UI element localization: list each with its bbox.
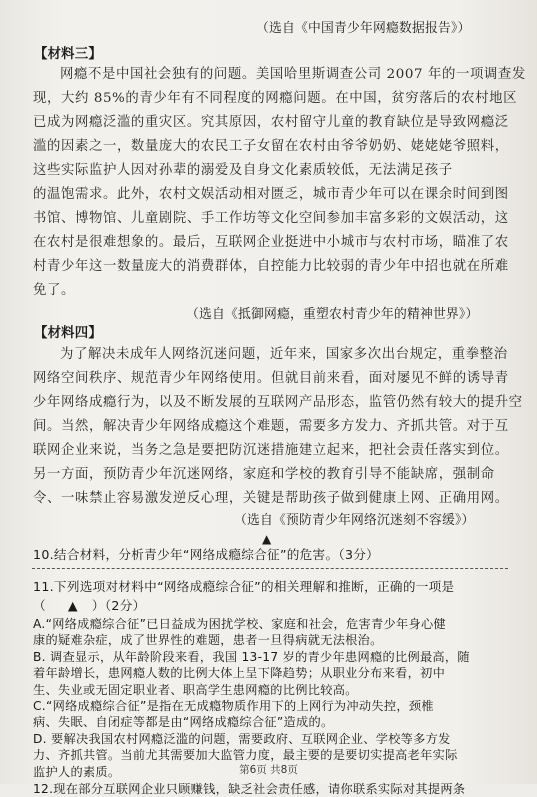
material4-heading: 【材料四】 (34, 326, 102, 341)
option-b-line-1: B. 调查显示，从年龄阶段来看，我国 13-17 岁的青少年患网瘾的比例最高，随 (33, 649, 470, 664)
top-source: （选自《中国青少年网瘾数据报告》） (256, 21, 471, 36)
question-10: 10.结合材料，分析青少年“网络成瘾综合征”的危害。（3分） (33, 547, 380, 562)
question-12: 12.现在部分互联网企业只顾赚钱，缺乏社会责任感，请你联系实际对其提两条 (33, 782, 466, 796)
page-footer: 第6页 共8页 (239, 764, 298, 776)
material3-source: （选自《抵御网瘾，重塑农村青少年的精神世界》） (186, 307, 479, 322)
material4-line-6: 另一方面，预防青少年沉迷网络，家庭和学校的教育引导不能缺席，强制命 (33, 467, 495, 482)
material4-line-4: 间。当然，解决青少年网络成瘾这个难题，需要多方发力、齐抓共管。对于互 (33, 419, 509, 434)
option-c-line-2: 病、失眠、自闭症等都是由“网络成瘾综合征”造成的。 (33, 715, 334, 730)
material4-line-2: 网络空间秩序、规范青少年网络使用。但就目前来看，面对屡见不鲜的诱导青 (33, 371, 509, 386)
material4-line-1: 为了解决未成年人网络沉迷问题，近年来，国家多次出台规定，重拳整治 (60, 347, 508, 362)
answer-close-paren: ）（2分） (91, 598, 146, 613)
material3-line-8: 在农村是很难想象的。最后，互联网企业挺进中小城市与农村市场，瞄准了农 (33, 235, 509, 250)
material4-line-5: 联网企业来说，当务之急是要把防沉迷措施建立起来，把社会责任落实到位。 (33, 443, 509, 458)
answer-open-paren: （ (33, 598, 46, 613)
material3-heading: 【材料三】 (34, 47, 102, 62)
option-a-line-2: 康的疑难杂症，成了世界性的难题，患者一旦得病就无法根治。 (33, 633, 383, 648)
option-d-line-3: 监护人的素质。 (33, 764, 121, 779)
material3-line-1: 网瘾不是中国社会独有的问题。美国哈里斯调查公司 2007 年的一项调查发 (60, 67, 526, 82)
material4-line-3: 少年网络成瘾行为，以及不断发展的互联网产品形态，监管仍然有较大的提升空 (33, 395, 523, 410)
answer-triangle: ▲ (67, 598, 78, 613)
material3-line-4: 滥的因素之一，数量庞大的农民工子女留在农村由爷爷奶奶、姥姥姥爷照料， (33, 139, 509, 154)
option-c-line-1: C.“网络成瘾综合征”是指在无成瘾物质作用下的上网行为冲动失控，颈椎 (33, 699, 434, 713)
option-d-line-2: 力、齐抓共管。当前尤其需要加大监管力度，最主要的是要切实提高老年实际 (33, 748, 458, 763)
material3-line-6: 的温饱需求。此外，农村文娱活动相对匮乏，城市青少年可以在课余时间到图 (33, 187, 509, 202)
material3-line-9: 村青少年这一数量庞大的消费群体，自控能力比较弱的青少年中招也就在所难 (33, 259, 509, 274)
material3-line-5: 这些实际监护人因对孙辈的溺爱及自身文化素质较低，无法满足孩子 (33, 163, 453, 178)
answer-placeholder-triangle: ▲ (262, 532, 272, 546)
option-d-line-1: D. 要解决我国农村网瘾泛滥的问题，需要政府、互联网企业、学校等多方发 (33, 731, 451, 746)
material3-line-2: 现，大约 85%的青少年有不同程度的网瘾问题。在中国，贫穷落后的农村地区 (33, 91, 518, 106)
option-a-line-1: A.“网络成瘾综合征”已日益成为困扰学校、家庭和社会，危害青少年身心健 (33, 617, 446, 631)
material4-line-7: 令、一味禁止容易激发逆反心理，关键是帮助孩子做到健康上网、正确用网。 (33, 491, 509, 506)
question-11-stem: 11.下列选项对材料中“网络成瘾综合征”的相关理解和推断，正确的一项是 (33, 579, 455, 594)
material3-line-7: 书馆、博物馆、儿童剧院、手工作坊等文化空间参加丰富多彩的文娱活动，这 (33, 211, 509, 226)
material3-line-10: 免了。 (33, 283, 75, 298)
material3-line-3: 已成为网瘾泛滥的重灾区。究其原因，农村留守儿童的教育缺位是导致网瘾泛 (33, 115, 509, 130)
option-b-line-2: 着年龄增长，患网瘾人数的比例大体上呈下降趋势；从职业分布来看，初中 (33, 666, 446, 681)
option-b-line-3: 生、失业或无固定职业者、职高学生患网瘾的比例比较高。 (33, 682, 358, 697)
material4-source: （选自《预防青少年网络沉迷刻不容缓》） (234, 513, 475, 528)
